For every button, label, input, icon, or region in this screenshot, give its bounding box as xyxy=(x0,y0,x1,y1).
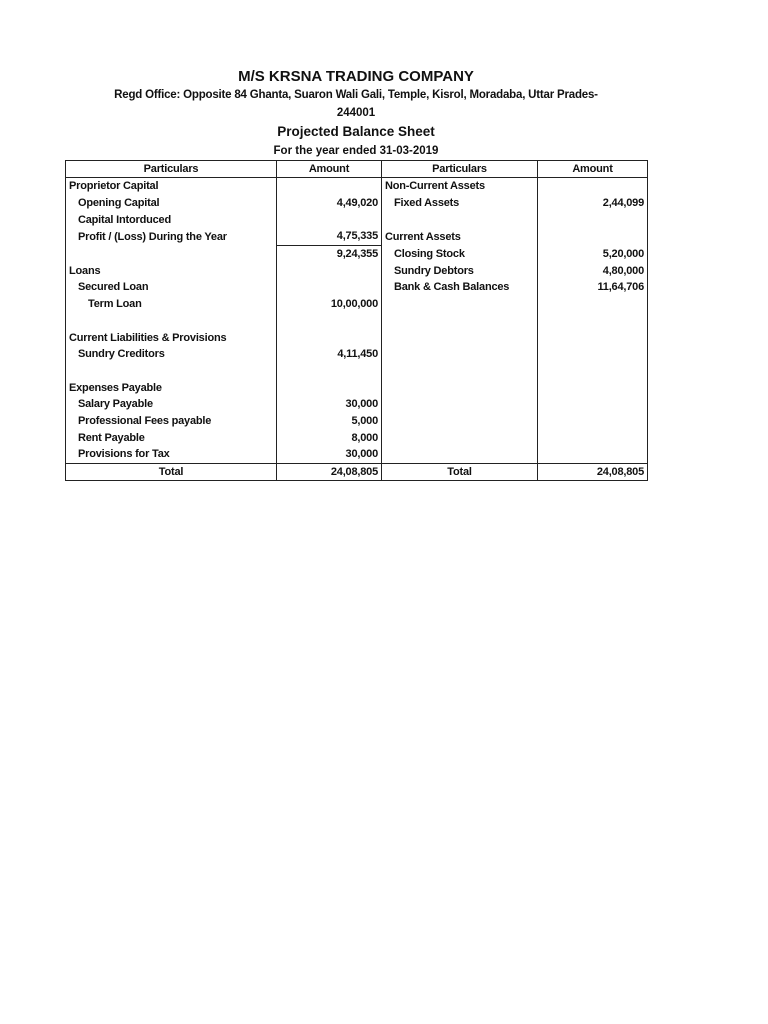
liability-particular: Loans xyxy=(66,262,277,279)
liability-amount xyxy=(277,279,382,296)
document-title: Projected Balance Sheet xyxy=(277,124,435,139)
asset-particular: Non-Current Assets xyxy=(382,178,538,195)
asset-particular xyxy=(382,363,538,380)
liability-particular: Capital Intorduced xyxy=(66,211,277,228)
table-row xyxy=(66,195,648,212)
table-row xyxy=(66,313,648,330)
liability-amount xyxy=(277,329,382,346)
column-header-assets-particulars: Particulars xyxy=(382,161,538,178)
table-row xyxy=(66,429,648,446)
asset-amount xyxy=(538,363,648,380)
balance-sheet-table xyxy=(65,160,648,481)
asset-particular xyxy=(382,413,538,430)
table-row xyxy=(66,245,648,262)
liability-amount: 4,11,450 xyxy=(277,346,382,363)
total-label-right: Total xyxy=(382,463,538,481)
asset-amount xyxy=(538,446,648,463)
asset-amount xyxy=(538,346,648,363)
liability-amount: 4,75,335 xyxy=(277,228,382,245)
asset-amount xyxy=(538,396,648,413)
table-row xyxy=(66,211,648,228)
liability-particular xyxy=(66,313,277,330)
liability-particular xyxy=(66,363,277,380)
liability-particular: Opening Capital xyxy=(66,195,277,212)
liability-amount: 30,000 xyxy=(277,446,382,463)
table-row xyxy=(66,262,648,279)
asset-particular xyxy=(382,329,538,346)
asset-amount: 5,20,000 xyxy=(538,245,648,262)
asset-particular xyxy=(382,429,538,446)
company-name: M/S KRSNA TRADING COMPANY xyxy=(238,68,474,85)
asset-particular xyxy=(382,396,538,413)
address-line-2: 244001 xyxy=(336,107,376,119)
asset-particular xyxy=(382,346,538,363)
total-amount-left: 24,08,805 xyxy=(277,463,382,481)
asset-amount: 11,64,706 xyxy=(538,279,648,296)
column-header-liabilities-particulars: Particulars xyxy=(66,161,277,178)
table-row xyxy=(66,413,648,430)
liability-particular: Salary Payable xyxy=(66,396,277,413)
liability-amount xyxy=(277,178,382,195)
table-row xyxy=(66,346,648,363)
asset-amount xyxy=(538,329,648,346)
table-row xyxy=(66,178,648,195)
total-amount-right: 24,08,805 xyxy=(538,463,648,481)
asset-particular: Sundry Debtors xyxy=(382,262,538,279)
asset-amount xyxy=(538,178,648,195)
liability-amount xyxy=(277,313,382,330)
asset-amount xyxy=(538,379,648,396)
table-row xyxy=(66,396,648,413)
liability-particular xyxy=(66,245,277,262)
header-row xyxy=(66,161,648,178)
total-row xyxy=(66,463,648,481)
liability-amount: 4,49,020 xyxy=(277,195,382,212)
asset-particular: Fixed Assets xyxy=(382,195,538,212)
liability-amount: 30,000 xyxy=(277,396,382,413)
liability-particular: Secured Loan xyxy=(66,279,277,296)
asset-amount xyxy=(538,211,648,228)
asset-amount xyxy=(538,228,648,245)
asset-amount xyxy=(538,313,648,330)
liability-amount: 5,000 xyxy=(277,413,382,430)
liability-amount xyxy=(277,363,382,380)
liability-particular: Term Loan xyxy=(66,296,277,313)
liability-particular: Rent Payable xyxy=(66,429,277,446)
table-row xyxy=(66,446,648,463)
column-header-liabilities-amount: Amount xyxy=(277,161,382,178)
table-row xyxy=(66,363,648,380)
address-line-1: Regd Office: Opposite 84 Ghanta, Suaron Wali Gali, Temple, Kisrol, Moradaba, Uttar Prades- xyxy=(114,89,598,101)
table-row xyxy=(66,379,648,396)
asset-particular xyxy=(382,313,538,330)
asset-amount: 2,44,099 xyxy=(538,195,648,212)
liability-amount xyxy=(277,379,382,396)
column-header-assets-amount: Amount xyxy=(538,161,648,178)
asset-amount xyxy=(538,429,648,446)
asset-particular xyxy=(382,379,538,396)
asset-amount: 4,80,000 xyxy=(538,262,648,279)
table-row xyxy=(66,228,648,245)
liability-particular: Professional Fees payable xyxy=(66,413,277,430)
liability-particular: Provisions for Tax xyxy=(66,446,277,463)
asset-particular: Current Assets xyxy=(382,228,538,245)
total-label-left: Total xyxy=(66,463,277,481)
liability-amount: 8,000 xyxy=(277,429,382,446)
document-subtitle: For the year ended 31-03-2019 xyxy=(273,145,439,157)
liability-amount: 9,24,355 xyxy=(277,245,382,262)
liability-particular: Sundry Creditors xyxy=(66,346,277,363)
liability-amount: 10,00,000 xyxy=(277,296,382,313)
asset-particular xyxy=(382,296,538,313)
liability-particular: Current Liabilities & Provisions xyxy=(66,329,277,346)
liability-particular: Proprietor Capital xyxy=(66,178,277,195)
asset-amount xyxy=(538,413,648,430)
asset-particular xyxy=(382,446,538,463)
table-row xyxy=(66,329,648,346)
table-row xyxy=(66,279,648,296)
liability-particular: Expenses Payable xyxy=(66,379,277,396)
table-row xyxy=(66,296,648,313)
liability-particular: Profit / (Loss) During the Year xyxy=(66,228,277,245)
liability-amount xyxy=(277,211,382,228)
asset-particular xyxy=(382,211,538,228)
asset-particular: Closing Stock xyxy=(382,245,538,262)
asset-particular: Bank & Cash Balances xyxy=(382,279,538,296)
asset-amount xyxy=(538,296,648,313)
liability-amount xyxy=(277,262,382,279)
